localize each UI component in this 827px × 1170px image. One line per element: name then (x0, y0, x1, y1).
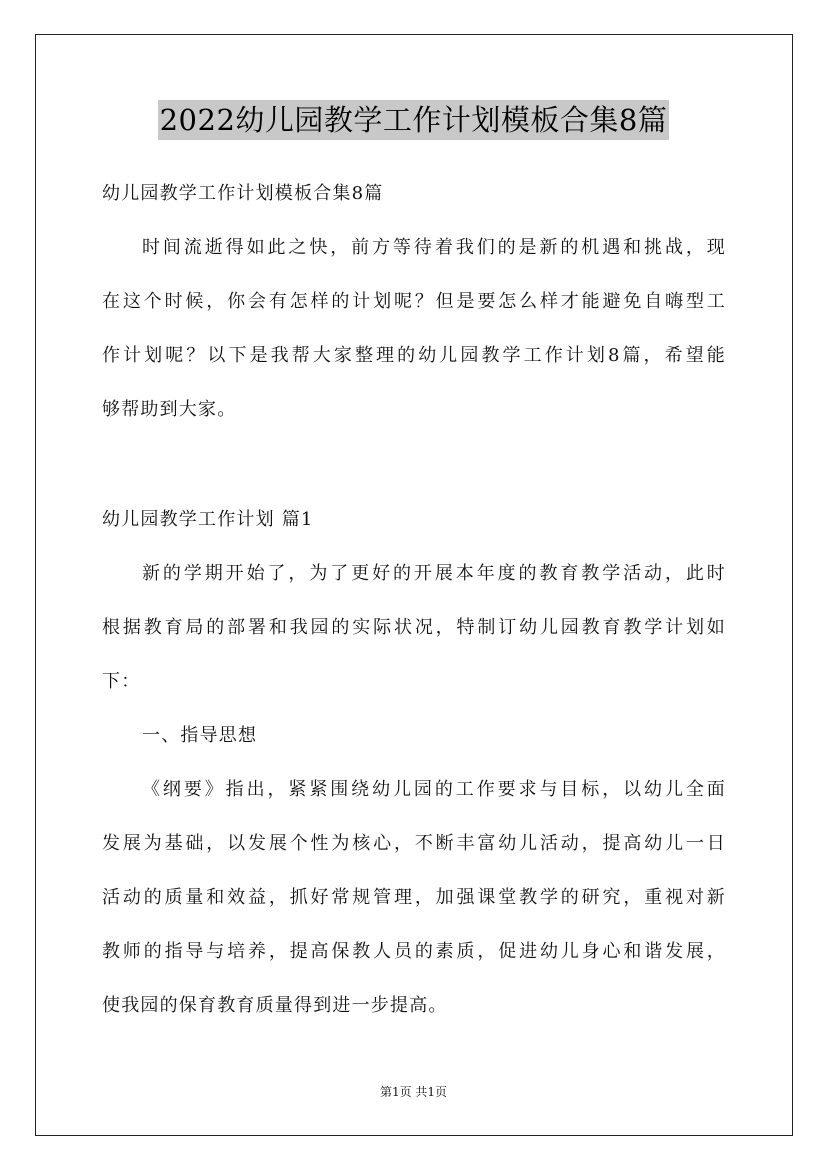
document-subtitle: 幼儿园教学工作计划模板合集8篇 (102, 183, 384, 204)
page-number: 第1页 共1页 (379, 1085, 448, 1099)
guide-line-3: 活动的质量和效益，抓好常规管理，加强课堂教学的研究，重视对新 (102, 887, 726, 908)
intro-line-3: 作计划呢？以下是我帮大家整理的幼儿园教学工作计划8篇，希望能 (102, 345, 726, 366)
intro-line-1: 时间流逝得如此之快，前方等待着我们的是新的机遇和挑战，现 (142, 237, 726, 258)
guide-line-5: 使我园的保育教育质量得到进一步提高。 (102, 995, 448, 1016)
guide-line-1: 《纲要》指出，紧紧围绕幼儿园的工作要求与目标，以幼儿全面 (142, 779, 726, 800)
intro-line-2: 在这个时候，你会有怎样的计划呢？但是要怎么样才能避免自嗨型工 (102, 291, 726, 312)
section-line-3: 下： (102, 671, 141, 692)
guide-line-2: 发展为基础，以发展个性为核心，不断丰富幼儿活动，提高幼儿一日 (102, 833, 726, 854)
intro-line-4: 够帮助到大家。 (102, 399, 237, 420)
subheading: 一、指导思想 (142, 725, 258, 746)
section-line-1: 新的学期开始了，为了更好的开展本年度的教育教学活动，此时 (142, 563, 726, 584)
guide-line-4: 教师的指导与培养，提高保教人员的素质，促进幼儿身心和谐发展， (102, 941, 726, 962)
title-block (0, 100, 827, 140)
document-title: 2022幼儿园教学工作计划模板合集8篇 (158, 100, 670, 140)
section-line-2: 根据教育局的部署和我园的实际状况，特制订幼儿园教育教学计划如 (102, 617, 726, 638)
section-heading: 幼儿园教学工作计划 篇1 (102, 509, 314, 530)
